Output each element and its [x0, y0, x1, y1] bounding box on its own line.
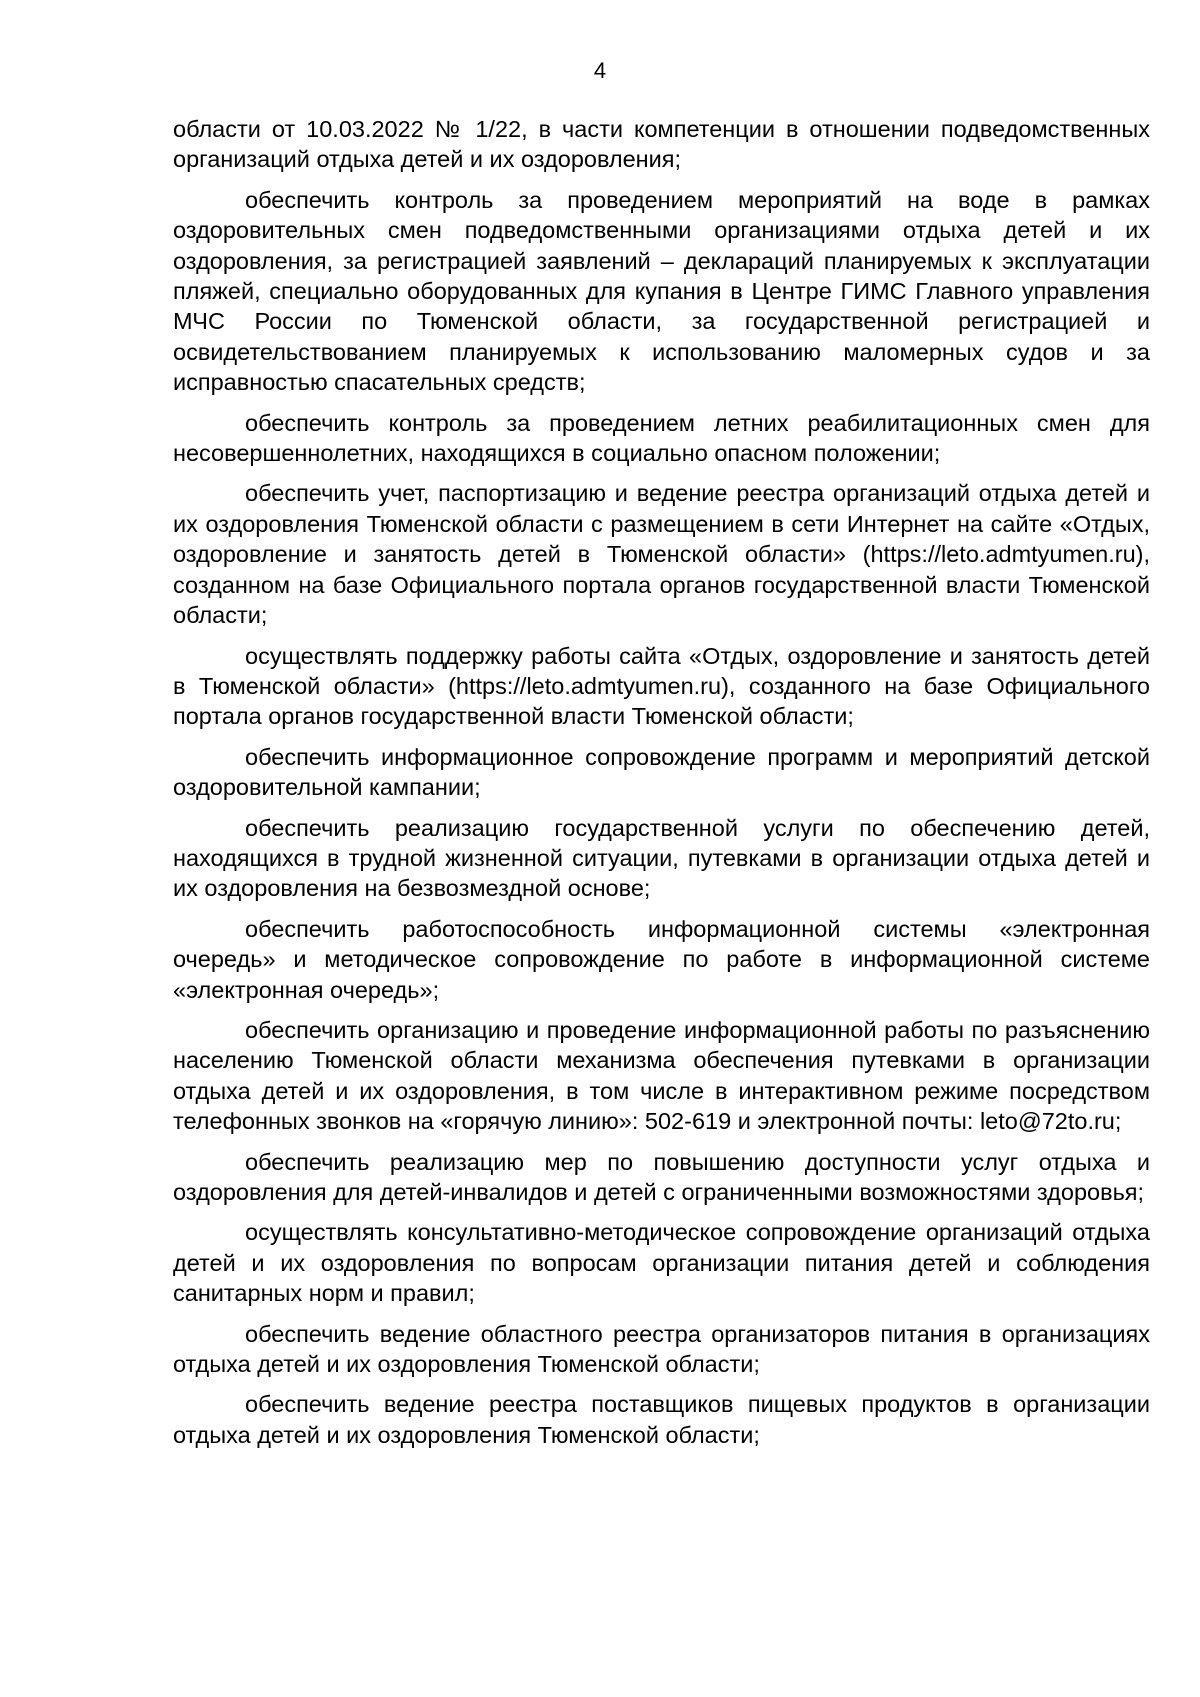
paragraph: обеспечить реализацию мер по повышению доступности услуг отдыха и оздоровления для детей-инвалидов и детей с ограниченными возможностями здоровья; — [173, 1148, 1150, 1205]
paragraph: обеспечить контроль за проведением летних реабилитационных смен для несовершеннолетних, находящихся в социально опасном положении; — [173, 409, 1150, 467]
paragraph: обеспечить ведение областного реестра организаторов питания в организациях отдыха детей и их оздоровления Тюменской области; — [173, 1320, 1150, 1378]
paragraph: осуществлять консультативно-методическое сопровождение организаций отдыха детей и их оздоровления по вопросам организации питания детей и соблюдения санитарных норм и правил; — [173, 1219, 1150, 1307]
paragraph: обеспечить реализацию государственной услуги по обеспечению детей, находящихся в трудной жизненной ситуации, путевками в организации отдыха детей и их оздоровления на безвозмездной основе; — [173, 814, 1150, 902]
paragraph: области от 10.03.2022 № 1/22, в части компетенции в отношении подведомственных организаций отдыха детей и их оздоровления; — [173, 116, 1150, 173]
paragraph: обеспечить контроль за проведением мероприятий на воде в рамках оздоровительных смен подведомственными организациями отдыха детей и их оздоровления, за регистрацией заявлений – деклараций планируемых к эксплуатации пляжей, специально оборудованных для купания в Центре ГИМС Главного управления МЧС России по Тюменской области, за государственной регистрацией и освидетельствованием планируемых к использованию маломерных судов и за исправностью спасательных средств; — [173, 186, 1150, 396]
paragraph: обеспечить информационное сопровождение программ и мероприятий детской оздоровительной кампании; — [173, 743, 1150, 801]
paragraph: обеспечить организацию и проведение информационной работы по разъяснению населению Тюменской области механизма обеспечения путевками в организации отдыха детей и их оздоровления, в том числе в интерактивном режиме посредством телефонных звонков на «горячую линию»: 502-619 и электронной почты: leto@72to.ru; — [173, 1016, 1150, 1135]
paragraph: обеспечить ведение реестра поставщиков пищевых продуктов в организации отдыха детей и их оздоровления Тюменской области; — [173, 1391, 1150, 1448]
page-number: 4 — [593, 58, 607, 83]
paragraph: обеспечить учет, паспортизацию и ведение реестра организаций отдыха детей и их оздоровления Тюменской области с размещением в сети Интернет на сайте «Отдых, оздоровление и занятость детей в Тюменской области» (https://leto.admtyumen.ru), созданном на базе Официального портала органов государственной власти Тюменской области; — [173, 480, 1150, 629]
paragraph: обеспечить работоспособность информационной системы «электронная очередь» и методическое сопровождение по работе в информационной системе «электронная очередь»; — [173, 915, 1150, 1003]
paragraph: осуществлять поддержку работы сайта «Отдых, оздоровление и занятость детей в Тюменской области» (https://leto.admtyumen.ru), созданного на базе Официального портала органов государственной власти Тюменской области; — [173, 642, 1150, 730]
document-body — [173, 114, 1150, 1460]
